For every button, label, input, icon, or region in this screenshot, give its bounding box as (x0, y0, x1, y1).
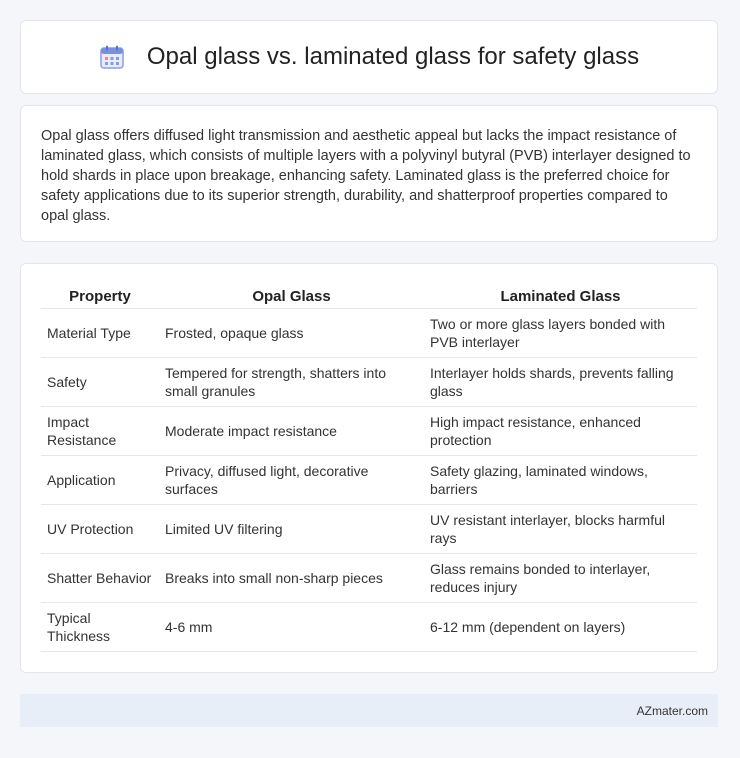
page-title: Opal glass vs. laminated glass for safety glass (146, 43, 640, 70)
title-card (20, 20, 718, 94)
table-row (41, 358, 697, 407)
row-property: Safety (41, 358, 159, 407)
row-opal-value: Breaks into small non-sharp pieces (159, 554, 424, 603)
table-header-row (41, 284, 697, 309)
row-opal-value: Limited UV filtering (159, 505, 424, 554)
row-laminated-value: 6-12 mm (dependent on layers) (424, 603, 697, 652)
comparison-card (20, 263, 718, 673)
row-opal-value: 4-6 mm (159, 603, 424, 652)
header-laminated-glass: Laminated Glass (424, 284, 697, 309)
intro-text: Opal glass offers diffused light transmission and aesthetic appeal but lacks the impact resistance of laminated glass, which consists of multiple layers with a polyvinyl butyral (PVB) interlayer designed to hold shards in place upon breakage, enhancing safety. Laminated glass is the preferred choice for safety applications due to its superior strength, durability, and shatterproof properties compared to opal glass. (41, 128, 691, 224)
table-row (41, 603, 697, 652)
table-row (41, 407, 697, 456)
row-property: Application (41, 456, 159, 505)
comparison-table (41, 284, 697, 652)
intro-card (20, 105, 718, 242)
row-laminated-value: Safety glazing, laminated windows, barriers (424, 456, 697, 505)
row-opal-value: Tempered for strength, shatters into small granules (159, 358, 424, 407)
header-opal-glass: Opal Glass (159, 284, 424, 309)
row-property: UV Protection (41, 505, 159, 554)
row-laminated-value: High impact resistance, enhanced protection (424, 407, 697, 456)
table-row (41, 505, 697, 554)
calendar-icon (99, 44, 125, 70)
row-laminated-value: Interlayer holds shards, prevents falling glass (424, 358, 697, 407)
row-property: Material Type (41, 309, 159, 358)
row-property: Impact Resistance (41, 407, 159, 456)
row-laminated-value: UV resistant interlayer, blocks harmful rays (424, 505, 697, 554)
row-laminated-value: Glass remains bonded to interlayer, reduces injury (424, 554, 697, 603)
footer (20, 694, 718, 727)
row-opal-value: Moderate impact resistance (159, 407, 424, 456)
table-row (41, 456, 697, 505)
row-property: Shatter Behavior (41, 554, 159, 603)
row-opal-value: Frosted, opaque glass (159, 309, 424, 358)
table-row (41, 309, 697, 358)
table-row (41, 554, 697, 603)
row-laminated-value: Two or more glass layers bonded with PVB interlayer (424, 309, 697, 358)
footer-brand: AZmater.com (636, 703, 708, 718)
header-property: Property (41, 284, 159, 309)
row-property: Typical Thickness (41, 603, 159, 652)
row-opal-value: Privacy, diffused light, decorative surfaces (159, 456, 424, 505)
